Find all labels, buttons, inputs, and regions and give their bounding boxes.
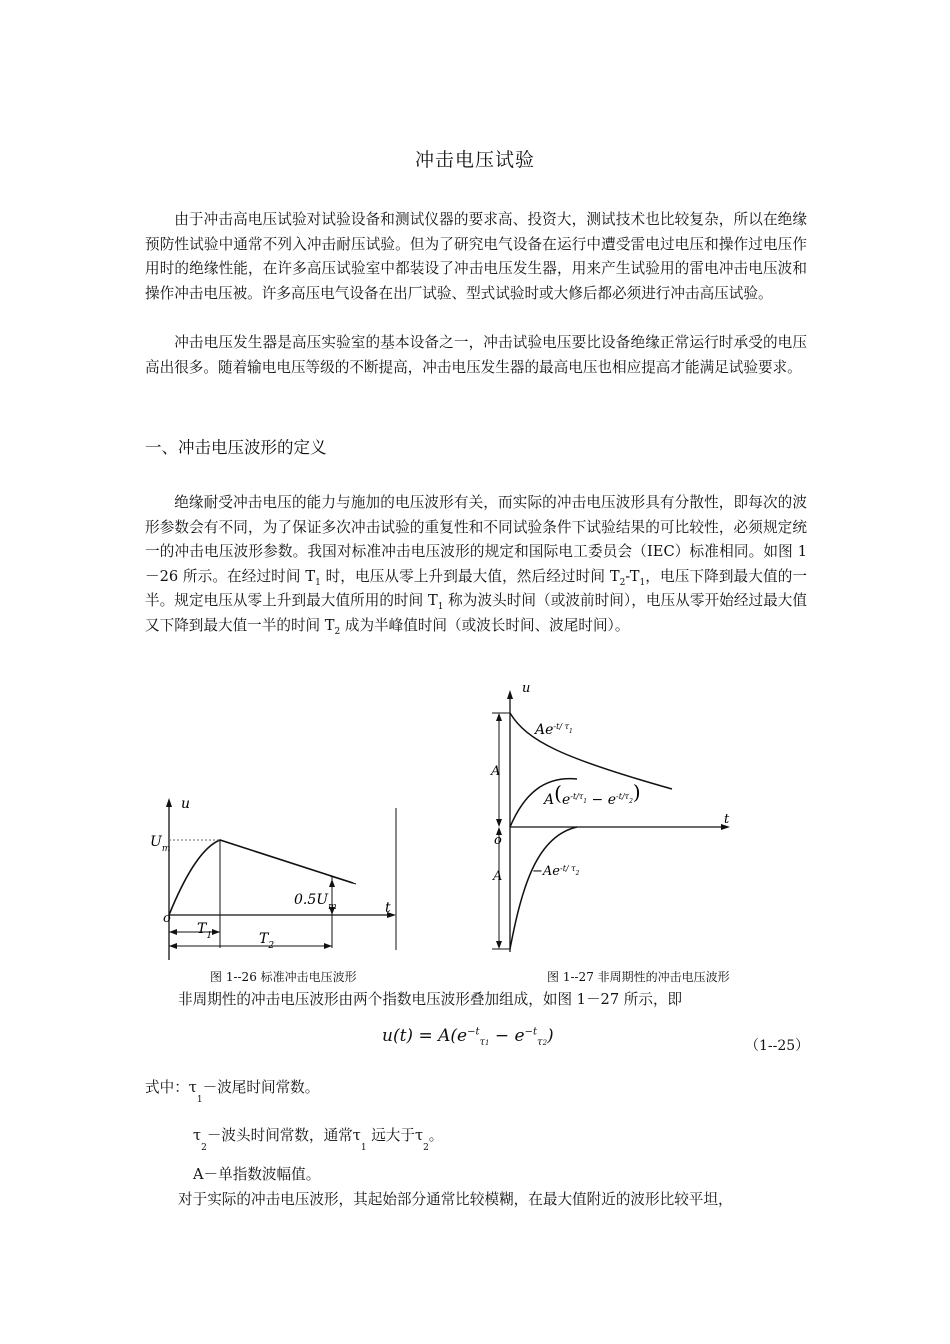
section-heading: 一、冲击电压波形的定义: [145, 438, 327, 457]
figure-1-27-caption: 图 1--27 非周期性的冲击电压波形: [547, 970, 730, 984]
intro-paragraph-2: 冲击电压发生器是高压实验室的基本设备之一，冲击试验电压要比设备绝缘正常运行时承受的电压高出很多。随着输电电压等级的不断提高，冲击电压发生器的最高电压也相应提高才能满足试验要求。: [145, 334, 807, 376]
text-run: 称为波头时间（或波前时间），电压从零开始经过最大值又下降到最大值一半的时间 T: [145, 592, 807, 634]
definition-paragraph: [145, 491, 807, 639]
figure-1-27-double-exponential-wave: [482, 676, 752, 956]
figure-1-26-caption: 图 1--26 标准冲击电压波形: [210, 970, 357, 984]
dim-top-arrow-down: [496, 819, 502, 827]
curve1-label: $Ae^{-t/ \tau}_1$: [535, 722, 573, 738]
origin-label: o: [163, 911, 171, 926]
subscript: 1: [315, 577, 321, 588]
dim-top-arrow-up: [496, 713, 502, 721]
axis-label-t: t: [724, 812, 730, 827]
formula-1-25: [382, 1026, 554, 1048]
axis-label-u: u: [522, 681, 531, 696]
formula-exp2: −t: [524, 1026, 538, 1038]
amplitude-label-top: A: [491, 764, 501, 779]
t1-arrow-right: [212, 929, 220, 935]
t1-arrow-left: [169, 929, 177, 935]
formula-left: u(t) = A(e: [382, 1026, 468, 1046]
subscript: 1: [437, 602, 444, 613]
y-axis-arrow: [166, 798, 172, 807]
t2-arrow-right: [324, 943, 332, 949]
text-run: ，电压下降到最大值的一半。规定电压从零上升到最大值所用的时间 T: [145, 567, 807, 610]
text-run: 成为半峰值时间（或波长时间、波尾时间）。: [340, 616, 630, 634]
text-run: 绝缘耐受冲击电压的能力与施加的电压波形有关，而实际的冲击电压波形具有分散性，即每次的波形参数会有不同，为了保证多次冲击试验的重复性和不同试验条件下试验结果的可比较性，必须规定统一的冲击电压波形参数。我国对标准冲击电压波形的规定和国际电工委员会（IEC）标准相同。如图 1－26 所示。在经过时间 T: [145, 494, 807, 585]
half-peak-label: $0.5U_m$: [294, 892, 337, 912]
formula-mid: − e: [489, 1026, 525, 1046]
t2-label: $T_2$: [259, 931, 275, 951]
peak-label: $U_m$: [150, 834, 171, 854]
text-run: 时，电压从零上升到最大值，然后经过时间 T: [320, 567, 620, 585]
intro-paragraph-1: 由于冲击高电压试验对试验设备和测试仪器的要求高、投资大，测试技术也比较复杂，所以在绝缘预防性试验中通常不列入冲击耐压试验。但为了研究电气设备在运行中遭受雷电过电压和操作过电压作用时的绝缘性能，在许多高压试验室中都装设了冲击电压发生器，用来产生试验用的雷电冲击电压波和操作冲击电压被。许多高压电气设备在出厂试验、型式试验时或大修后都必须进行冲击高压试验。: [145, 211, 807, 302]
curve-tau2-negative-line: [510, 827, 577, 949]
definition-tau1: 式中：$\tau_1-$波尾时间常数。: [145, 1079, 320, 1105]
equation-number: （1--25）: [745, 1038, 810, 1054]
y-axis-arrow: [507, 690, 513, 699]
last-line: 对于实际的冲击电压波形，其起始部分通常比较模糊，在最大值附近的波形比较平坦，: [178, 1191, 733, 1208]
curve2-label: $A(e^{-t/\tau}_1 - e^{-t/\tau}_2)$: [544, 780, 641, 808]
half-arrow-head-up: [329, 879, 335, 887]
definition-tau2: $\tau_2-$波头时间常数，通常$\tau_1$ 远大于$\tau_2$。: [193, 1127, 444, 1153]
subscript: 2: [334, 626, 341, 637]
t1-label: $T_1$: [197, 921, 213, 941]
formula-tau2: τ2: [537, 1037, 548, 1049]
definition-a: A－单指数波幅值。: [193, 1166, 321, 1183]
figure-1-26-standard-impulse-wave: [140, 788, 410, 963]
subscript: 1: [639, 577, 646, 588]
formula-tau1: τ1: [479, 1037, 490, 1049]
t2-arrow-left: [169, 943, 177, 949]
formula-exp1: −t: [467, 1026, 480, 1038]
curve3-label: $-Ae^{-t/ \tau}_2$: [532, 864, 580, 879]
origin-label: o: [494, 833, 502, 848]
formula-intro-line: 非周期性的冲击电压波形由两个指数电压波形叠加组成，如图 1－27 所示，即: [178, 991, 683, 1008]
axis-label-u: u: [181, 796, 191, 812]
axis-label-t: t: [385, 900, 391, 916]
formula-right: ): [547, 1026, 554, 1046]
dim-bottom-arrow-down: [496, 941, 502, 949]
page-title: 冲击电压试验: [414, 149, 535, 171]
text-run: -T: [625, 567, 640, 585]
wave-tail-extension: [330, 876, 356, 884]
subscript: 2: [619, 577, 626, 588]
amplitude-label-bottom: A: [493, 869, 503, 884]
